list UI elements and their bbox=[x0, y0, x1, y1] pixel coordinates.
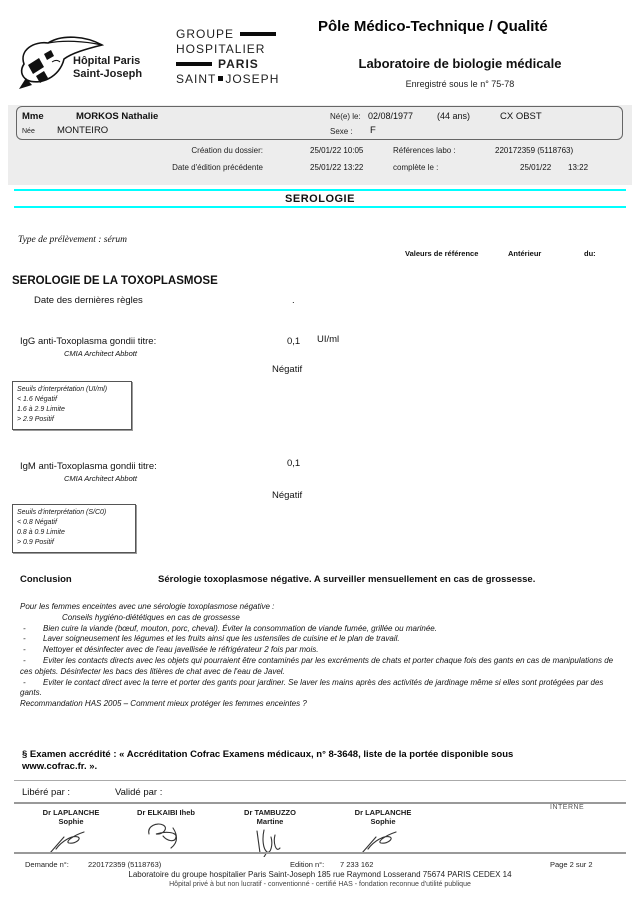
advice-item-text: Nettoyer et désinfecter avec de l'eau javellisée le réfrigérateur 2 fois par mois. bbox=[43, 645, 319, 655]
igm-result-value: 0,1 bbox=[287, 458, 301, 469]
toxo-section-title: SEROLOGIE DE LA TOXOPLASMOSE bbox=[12, 275, 218, 287]
page-number: Page 2 sur 2 bbox=[550, 860, 593, 869]
page-title: Pôle Médico-Technique / Qualité bbox=[318, 18, 548, 35]
signature bbox=[360, 827, 406, 855]
signer-block bbox=[118, 808, 214, 850]
igg-threshold-limit: 1.6 à 2.9 Limite bbox=[17, 406, 65, 413]
dossier-creation-label: Création du dossier: bbox=[191, 146, 263, 155]
divider-above-validation bbox=[14, 780, 626, 781]
request-number-label: Demande n°: bbox=[25, 860, 69, 869]
maiden-name-value: MONTEIRO bbox=[57, 125, 109, 136]
advice-item bbox=[20, 624, 620, 635]
groupe-logo-row3 bbox=[176, 56, 279, 71]
divider-signature-bottom bbox=[14, 852, 626, 854]
patient-civility: Mme bbox=[22, 111, 44, 122]
birth-date-label: Né(e) le: bbox=[330, 112, 361, 121]
conclusion-text: Sérologie toxoplasmose négative. A surveiller mensuellement en cas de grossesse. bbox=[158, 574, 536, 585]
lab-address: Laboratoire du groupe hospitalier Paris Saint-Joseph 185 rue Raymond Losserand 75674 PARIS CEDEX 14 bbox=[128, 870, 512, 879]
signer-name: Dr TAMBUZZO bbox=[244, 808, 296, 817]
igg-interpretation: Négatif bbox=[272, 364, 303, 375]
patient-age: (44 ans) bbox=[437, 111, 471, 121]
igg-result-unit: UI/ml bbox=[317, 334, 340, 345]
groupe-logo-text4b: JOSEPH bbox=[225, 71, 280, 86]
pregnancy-advice-block bbox=[20, 602, 620, 710]
igg-threshold-positive: > 2.9 Positif bbox=[17, 416, 54, 423]
igg-result-value: 0,1 bbox=[287, 336, 301, 347]
igm-threshold-negative: < 0.8 Négatif bbox=[17, 519, 57, 526]
hospital-name-line1: Hôpital Paris bbox=[73, 55, 141, 67]
edition-number-value: 7 233 162 bbox=[340, 860, 374, 869]
divider-signature-top bbox=[14, 802, 626, 804]
igm-thresholds-box bbox=[12, 504, 136, 553]
previous-edition-value: 25/01/22 13:22 bbox=[310, 163, 364, 172]
maiden-name-label: Née bbox=[22, 128, 35, 135]
last-period-label: Date des dernières règles bbox=[34, 295, 143, 306]
signer-block bbox=[222, 808, 318, 857]
column-header-du: du: bbox=[584, 249, 596, 258]
complete-time-value: 13:22 bbox=[568, 163, 589, 172]
advice-item bbox=[20, 678, 620, 700]
dossier-creation-value: 25/01/22 10:05 bbox=[310, 146, 364, 155]
hospital-name bbox=[73, 55, 142, 80]
patient-name: MORKOS Nathalie bbox=[76, 111, 159, 122]
igm-threshold-limit: 0.8 à 0.9 Limite bbox=[17, 529, 65, 536]
column-header-anterior: Antérieur bbox=[508, 249, 542, 258]
igm-threshold-positive: > 0.9 Positif bbox=[17, 539, 54, 546]
advice-item-text: Bien cuire la viande (bœuf, mouton, porc, cheval). Éviter la consommation de viande fumée, grillée ou marinée. bbox=[43, 623, 437, 633]
signer-name: Dr LAPLANCHE bbox=[354, 808, 412, 817]
hospital-name-line2: Saint-Joseph bbox=[73, 67, 143, 80]
lab-ref-value: 220172359 (5118763) bbox=[495, 146, 574, 155]
signer-firstname: Sophie bbox=[58, 817, 84, 826]
conclusion-label: Conclusion bbox=[20, 574, 72, 585]
request-number-value: 220172359 (5118763) bbox=[88, 860, 162, 869]
advice-recommendation: Recommandation HAS 2005 – Comment mieux protéger les femmes enceintes ? bbox=[20, 699, 307, 709]
sex-value: F bbox=[370, 125, 376, 136]
lab-ref-label: Références labo : bbox=[393, 146, 456, 155]
last-period-value: . bbox=[292, 295, 295, 306]
patient-service: CX OBST bbox=[500, 111, 542, 122]
igm-interpretation: Négatif bbox=[272, 490, 303, 501]
groupe-logo-row1 bbox=[176, 26, 279, 41]
section-title: SEROLOGIE bbox=[285, 193, 355, 205]
advice-subintro: Conseils hygiéno-diététiques en cas de grossesse bbox=[62, 612, 240, 622]
previous-edition-label: Date d'édition précédente bbox=[172, 163, 263, 172]
igg-thresholds-box bbox=[12, 381, 132, 430]
advice-item bbox=[20, 634, 620, 645]
igm-method: CMIA Architect Abbott bbox=[64, 474, 137, 483]
advice-item-text: Laver soigneusement les légumes et les fruits ainsi que les ustensiles de cuisine et le plan de travail. bbox=[43, 634, 400, 644]
complete-date-label: complète le : bbox=[393, 163, 439, 172]
validated-by-label: Validé par : bbox=[115, 787, 163, 798]
igm-thresholds-title: Seuils d'interprétation (S/C0) bbox=[17, 509, 107, 516]
advice-item-text: Eviter le contact direct avec la terre et porter des gants pour jardiner. Se laver les mains après des activités de jardinage même si elles sont protégées par des gants. bbox=[20, 677, 604, 698]
birth-date-value: 02/08/1977 bbox=[368, 111, 414, 121]
igg-test-label: IgG anti-Toxoplasma gondii titre: bbox=[20, 336, 157, 347]
signer-firstname: Martine bbox=[256, 817, 284, 826]
igm-test-label: IgM anti-Toxoplasma gondii titre: bbox=[20, 461, 157, 472]
edition-number-label: Edition n°: bbox=[290, 860, 325, 869]
groupe-logo-text1: GROUPE bbox=[176, 26, 235, 41]
igg-thresholds-title: Seuils d'interprétation (UI/ml) bbox=[17, 386, 108, 393]
signature bbox=[48, 827, 94, 855]
advice-item bbox=[20, 645, 620, 656]
igg-threshold-negative: < 1.6 Négatif bbox=[17, 396, 57, 403]
logo-bar-top bbox=[240, 32, 276, 36]
lab-subtitle: Laboratoire de biologie médicale bbox=[358, 56, 562, 71]
groupe-hospitalier-logo bbox=[176, 26, 279, 86]
advice-item bbox=[20, 656, 620, 678]
groupe-logo-text3: PARIS bbox=[218, 56, 259, 71]
cyan-divider-top bbox=[14, 189, 626, 191]
registration-number: Enregistré sous le n° 75-78 bbox=[405, 79, 515, 89]
complete-date-value: 25/01/22 bbox=[520, 163, 552, 172]
signer-firstname: Sophie bbox=[370, 817, 396, 826]
igg-method: CMIA Architect Abbott bbox=[64, 349, 137, 358]
legal-notice: Hôpital privé à but non lucratif - conventionné - certifié HAS - fondation reconnue d'utilité publique bbox=[169, 881, 471, 888]
interne-tag: INTERNE bbox=[550, 804, 585, 811]
groupe-logo-row2 bbox=[176, 41, 279, 56]
groupe-logo-row4 bbox=[176, 71, 279, 86]
sample-type: Type de prélèvement : sérum bbox=[18, 235, 128, 245]
logo-square bbox=[218, 76, 223, 81]
cyan-divider-bottom bbox=[14, 206, 626, 208]
released-by-label: Libéré par : bbox=[22, 787, 71, 798]
advice-item-text: Eviter les contacts directs avec les objets qui pourraient être contaminés par les excréments de chats et porter chaque fois des gants en cas de manipulations de ces objets. Désinfecter les bacs des litières de chat avec de l'eau de Javel. bbox=[20, 655, 614, 676]
signature bbox=[143, 818, 189, 850]
signer-name: Dr LAPLANCHE bbox=[42, 808, 100, 817]
signer-block bbox=[28, 808, 114, 855]
logo-bar-mid bbox=[176, 62, 212, 66]
signer-name: Dr ELKAIBI Iheb bbox=[137, 808, 195, 817]
groupe-logo-text4a: SAINT bbox=[176, 71, 217, 86]
advice-intro: Pour les femmes enceintes avec une sérologie toxoplasmose négative : bbox=[20, 602, 275, 611]
signer-block bbox=[340, 808, 426, 855]
accreditation-note: § Examen accrédité : « Accréditation Cofrac Examens médicaux, n° 8-3648, liste de la portée disponible sous www.cofrac.fr. ». bbox=[22, 749, 514, 772]
column-header-reference: Valeurs de référence bbox=[405, 249, 479, 258]
groupe-logo-text2: HOSPITALIER bbox=[176, 41, 266, 56]
sex-label: Sexe : bbox=[330, 127, 353, 136]
